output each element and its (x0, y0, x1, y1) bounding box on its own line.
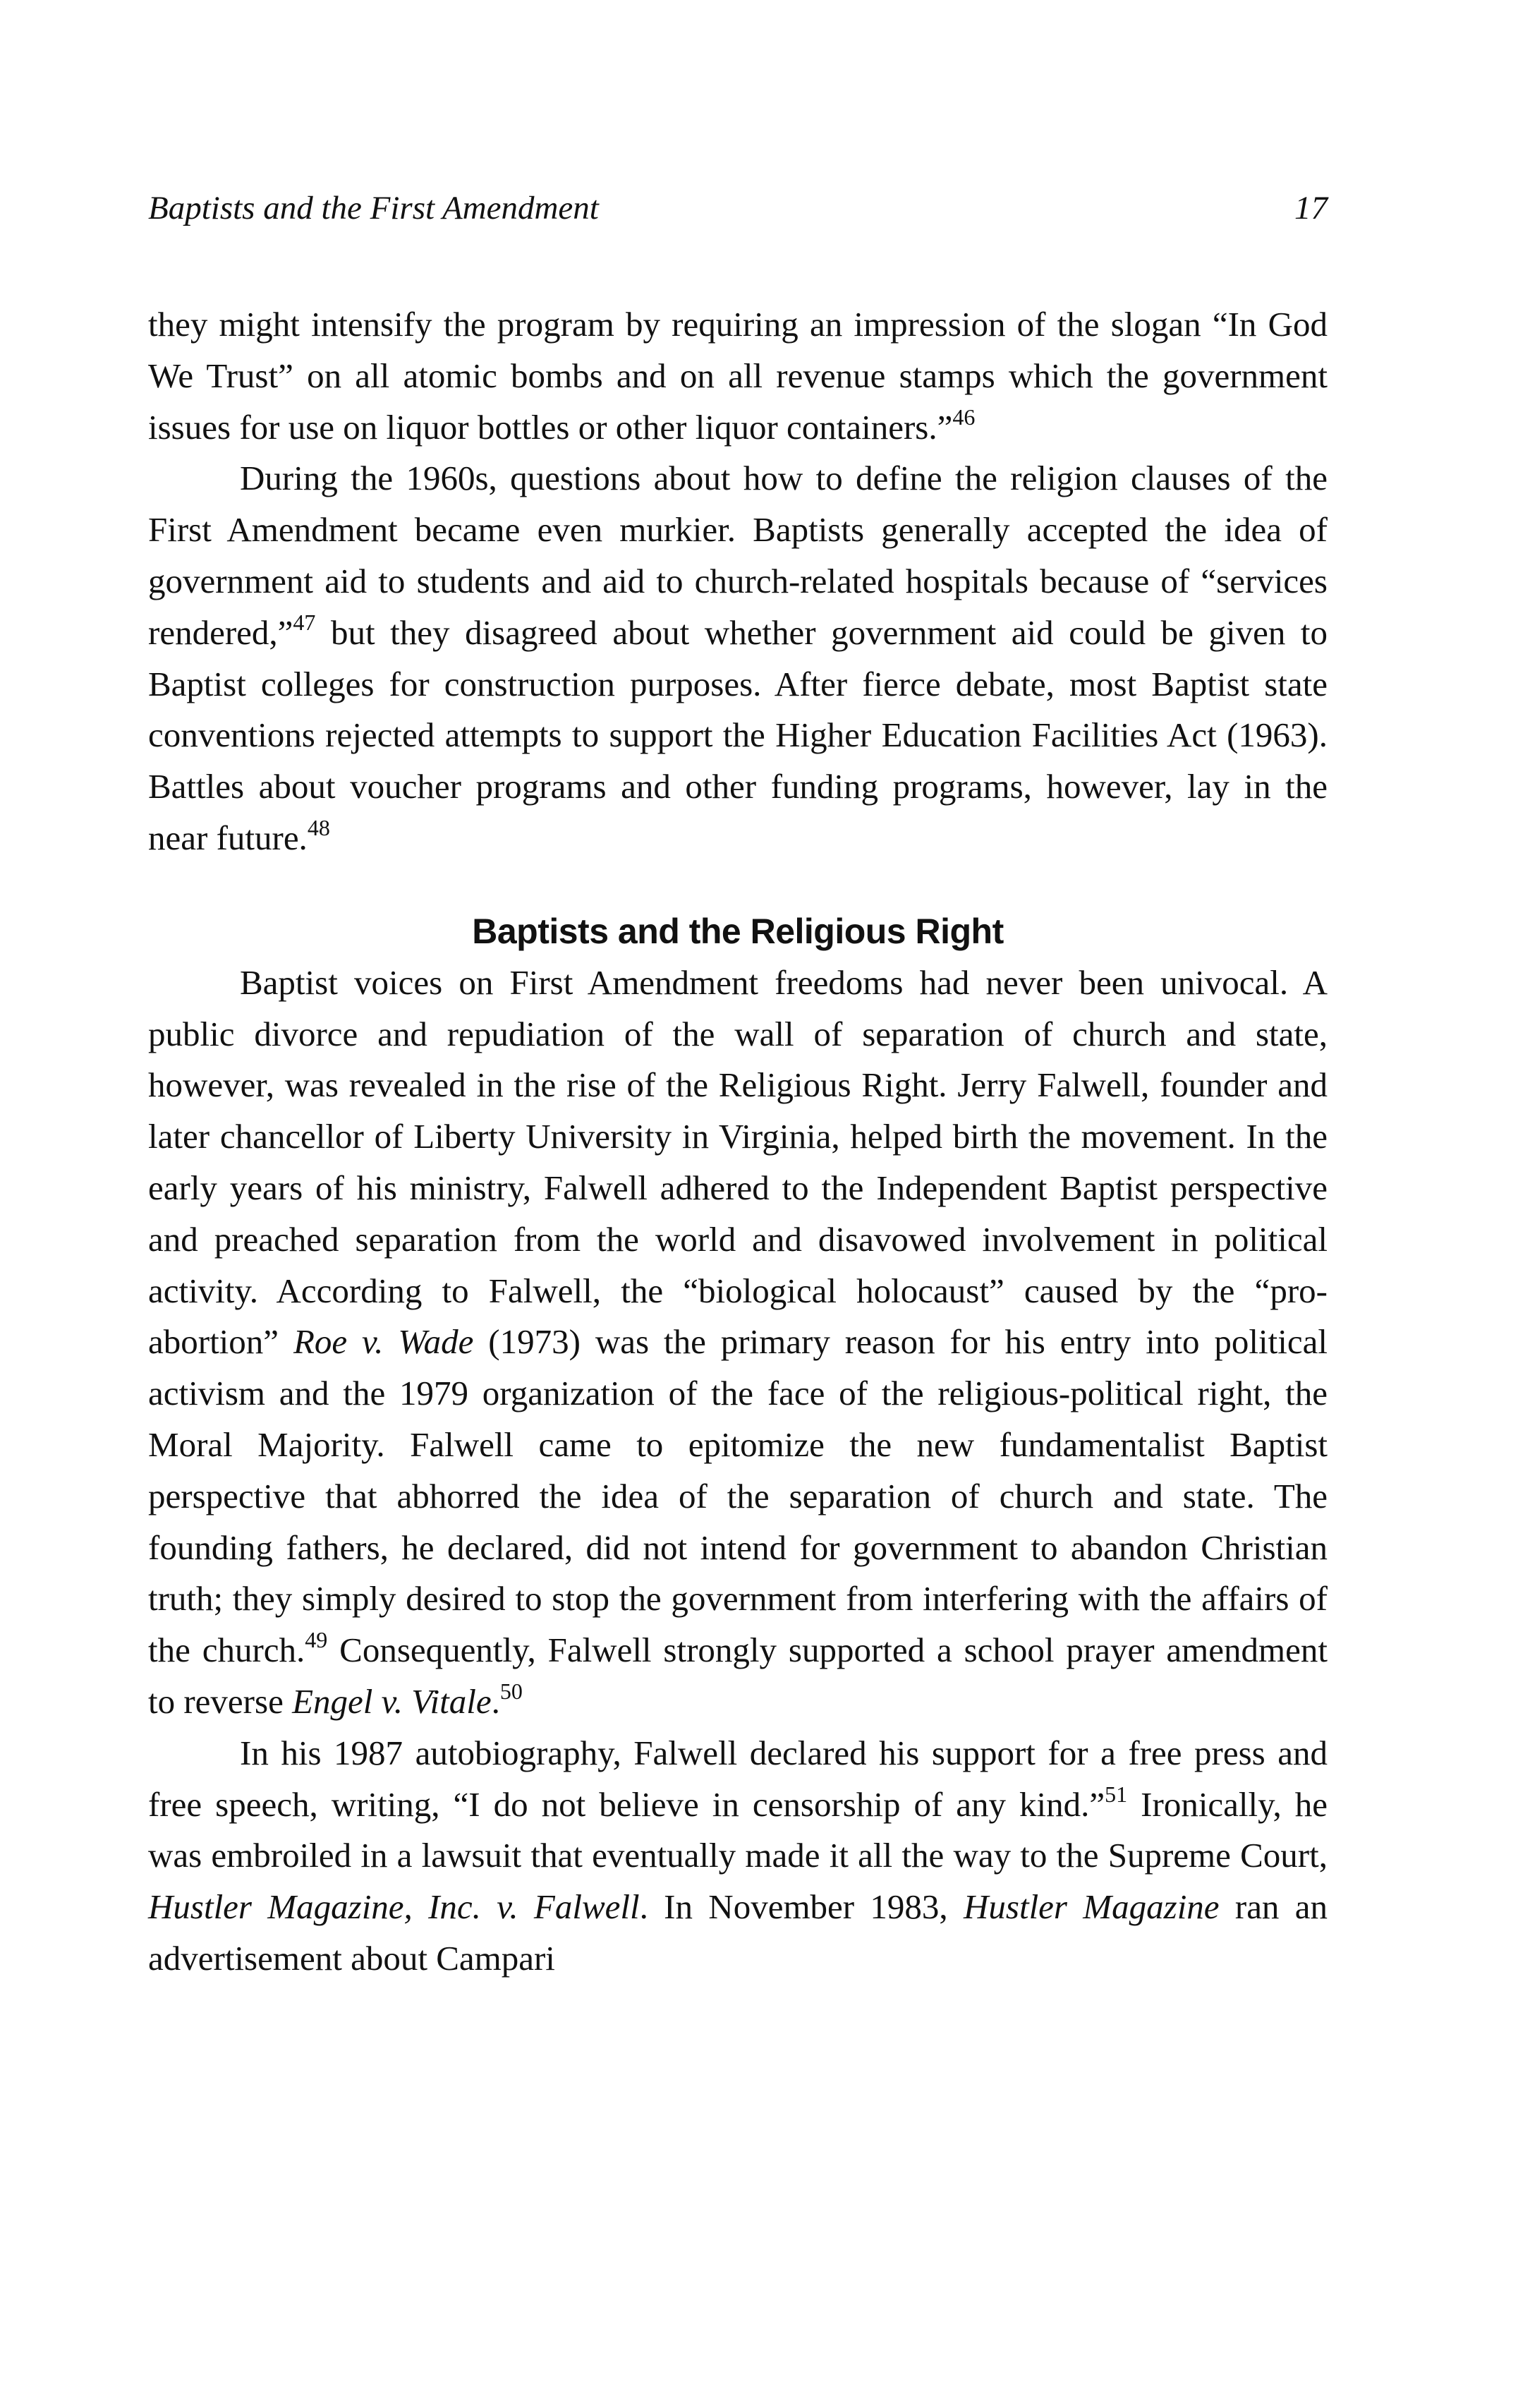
running-head (148, 189, 1328, 238)
paragraph-text: . (491, 1681, 500, 1721)
case-name: Engel v. Vitale (292, 1681, 492, 1721)
running-head-title: Baptists and the First Amendment (148, 190, 599, 226)
case-name: Hustler Magazine, Inc. v. Falwell (148, 1887, 640, 1927)
page-number: 17 (1294, 190, 1328, 226)
body-text (148, 299, 1328, 1985)
paragraph-text: but they disagreed about whether government aid could be given to Baptist colleges for construction purposes. After fierce debate, most Baptist state conventions rejected attempts to support the Higher Education Facilities Act (1963). Battles about voucher programs and other funding programs, however, lay in the near future. (148, 612, 1328, 857)
footnote-ref-51: 51 (1105, 1781, 1128, 1807)
paragraph-text: Ironically, he was embroiled in a lawsuit that eventually made it all the way to the Supreme Court, (148, 1784, 1328, 1875)
paragraph-text: During the 1960s, questions about how to define the religion clauses of the First Amendment became even murkier. Baptists generally accepted the idea of government aid to students and aid to church-related hospitals because of “services rendered,” (148, 459, 1328, 652)
paragraph-text: they might intensify the program by requiring an impression of the slogan “In God We Trust” on all atomic bombs and on all revenue stamps which the government issues for use on liquor bottles or other liquor containers.” (148, 305, 1328, 447)
footnote-ref-50: 50 (499, 1678, 523, 1704)
paragraph-text: (1973) was the primary reason for his entry into political activism and the 1979 organization of the face of the religious-political right, the Moral Majority. Falwell came to epitomize the new fundamentalist Baptist perspective that abhorred the idea of the separation of church and state. The founding fathers, he declared, did not intend for government to abandon Christian truth; they simply desired to stop the government from interfering with the affairs of the church. (148, 1322, 1328, 1670)
publication-name: Hustler Magazine (964, 1887, 1220, 1927)
paragraph-religious-right (148, 957, 1328, 1728)
paragraph-text: In his 1987 autobiography, Falwell declared his support for a free press and free speech, writing, “I do not believe in censorship of any kind.” (148, 1733, 1328, 1824)
footnote-ref-47: 47 (293, 609, 316, 635)
paragraph-autobiography (148, 1728, 1328, 1985)
paragraph-text: ran an advertisement about Campari (148, 1887, 1328, 1978)
paragraph-text: . In November 1983, (639, 1887, 964, 1927)
section-heading: Baptists and the Religious Right (472, 911, 1004, 951)
paragraph-text: Consequently, Falwell strongly supported a school prayer amendment to reverse (148, 1630, 1328, 1721)
case-name: Roe v. Wade (293, 1322, 474, 1362)
footnote-ref-49: 49 (305, 1627, 328, 1653)
footnote-ref-48: 48 (307, 814, 330, 840)
paragraph-continued-quote (148, 299, 1328, 453)
paragraph-1960s (148, 453, 1328, 864)
paragraph-text: Baptist voices on First Amendment freedoms had never been univocal. A public divorce and repudiation of the wall of separation of church and state, however, was revealed in the rise of the Religious Right. Jerry Falwell, founder and later chancellor of Liberty University in Virginia, helped birth the movement. In the early years of his ministry, Falwell adhered to the Independent Baptist perspective and preached separation from the world and disavowed involvement in political activity. According to Falwell, the “biological holocaust” caused by the “pro-abortion” (148, 962, 1328, 1362)
footnote-ref-46: 46 (952, 404, 976, 430)
